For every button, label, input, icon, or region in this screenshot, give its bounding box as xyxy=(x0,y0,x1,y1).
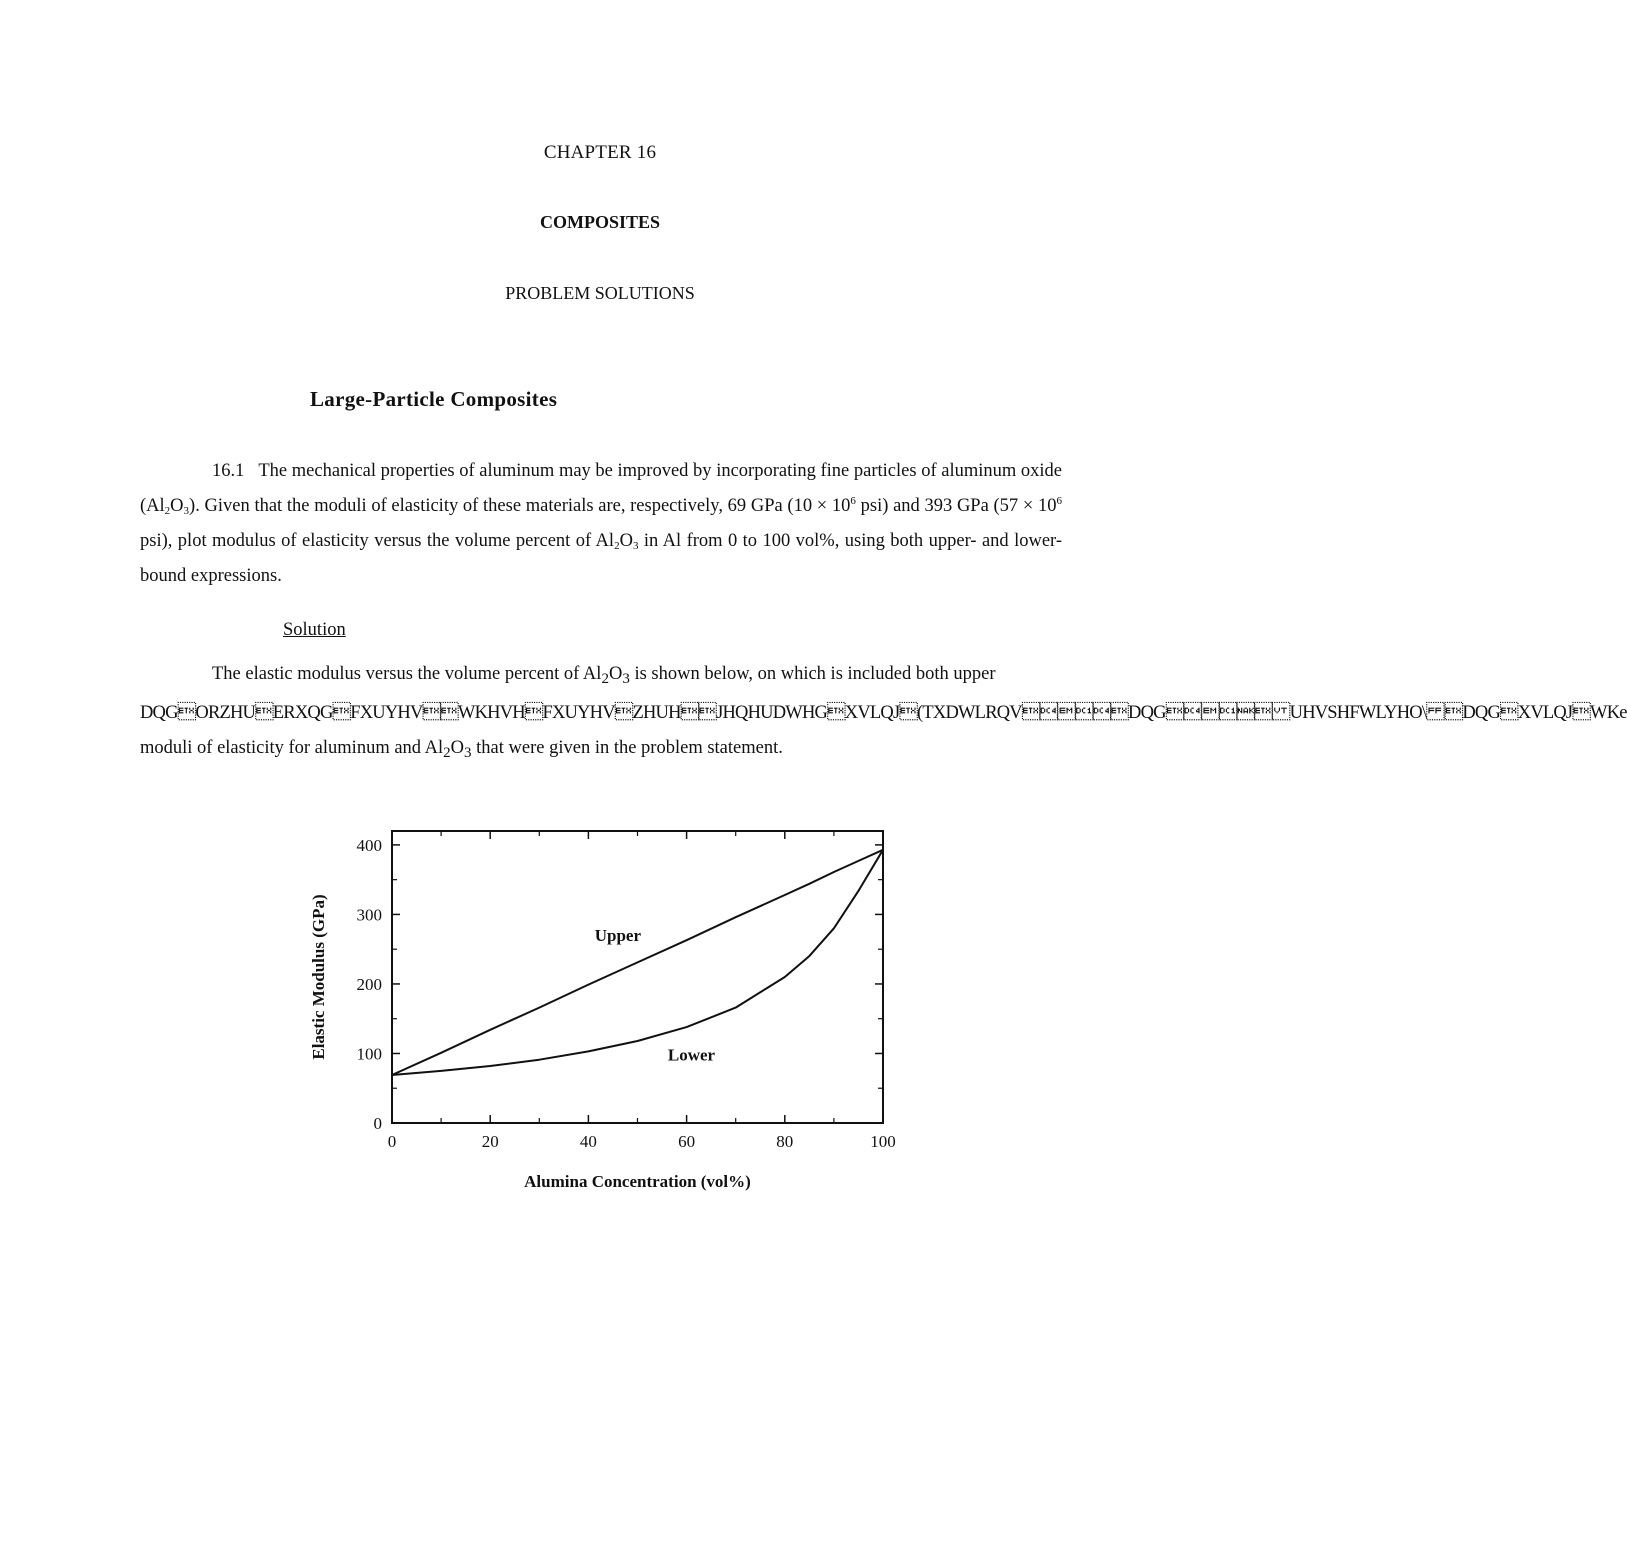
subscript-3: 3 xyxy=(183,505,190,517)
problem-statement xyxy=(140,454,1062,594)
oxygen-symbol: O xyxy=(170,496,184,516)
plot-frame xyxy=(392,831,883,1123)
y-tick-label: 100 xyxy=(356,1044,382,1064)
x-tick-label: 60 xyxy=(678,1132,696,1151)
solution-line-1 xyxy=(140,664,1062,685)
subscript-2: 2 xyxy=(614,540,620,552)
y-axis-label: Elastic Modulus (GPa) xyxy=(309,894,328,1060)
problem-text-d: psi), plot modulus of elasticity versus the volume percent of Al xyxy=(140,531,615,551)
problem-text-a: The mechanical properties of aluminum may be improved by incorporating fine particles of aluminum oxide (Al xyxy=(140,461,1062,516)
solution-line-2-garbled: DQGORZHUERXQGFXUYHVWKHVHFXUYHVZHUHJHQHUDWHGXVLQJ(TXDWLRQVDQG UHVSHFWLYHO\ DQGXVLQJWKe xyxy=(140,703,1627,723)
subscript-3: 3 xyxy=(622,671,630,687)
section-heading: Large-Particle Composites xyxy=(310,387,558,411)
problem-text-c: psi) and 393 GPa (57 × 10 xyxy=(855,496,1057,516)
y-tick-label: 300 xyxy=(356,905,382,925)
solution-line-3-b: that were given in the problem statement. xyxy=(471,738,783,758)
x-tick-label: 80 xyxy=(776,1132,794,1151)
chapter-subtitle: PROBLEM SOLUTIONS xyxy=(505,283,695,303)
elastic-modulus-chart xyxy=(290,815,920,1205)
x-tick-label: 0 xyxy=(387,1132,397,1151)
subscript-2: 2 xyxy=(601,671,609,687)
solution-line-3-a: moduli of elasticity for aluminum and Al xyxy=(140,738,444,758)
oxygen-symbol: O xyxy=(619,531,633,551)
superscript-6: 6 xyxy=(1056,495,1062,507)
y-tick-label: 200 xyxy=(356,974,382,994)
superscript-6: 6 xyxy=(850,495,856,507)
problem-number: 16.1 xyxy=(212,461,245,481)
solution-line-3 xyxy=(140,738,1062,759)
chapter-heading: CHAPTER 16 xyxy=(543,142,657,163)
oxygen-symbol: O xyxy=(450,738,465,758)
chapter-title: COMPOSITES xyxy=(539,212,661,232)
subscript-2: 2 xyxy=(164,505,171,517)
x-axis-label: Alumina Concentration (vol%) xyxy=(524,1172,751,1191)
solution-line-1-b: is shown below, on which is included both upper xyxy=(629,664,996,684)
x-tick-label: 20 xyxy=(481,1132,499,1151)
y-tick-label: 400 xyxy=(356,835,382,855)
solution-line-1-a: The elastic modulus versus the volume percent of Al xyxy=(212,664,602,684)
y-tick-label: 0 xyxy=(373,1114,382,1133)
subscript-3: 3 xyxy=(464,745,472,761)
problem-text-b: ). Given that the moduli of elasticity of these materials are, respectively, 69 GPa (10 × 10 xyxy=(189,496,851,516)
subscript-2: 2 xyxy=(443,745,451,761)
annotation-upper: Upper xyxy=(594,925,642,945)
subscript-3: 3 xyxy=(632,540,639,552)
problem-text-e: in Al from 0 to 100 vol%, using both upper- and lower-bound expressions. xyxy=(140,531,1062,586)
x-tick-label: 40 xyxy=(579,1132,597,1151)
x-tick-label: 100 xyxy=(870,1132,896,1151)
annotation-lower: Lower xyxy=(667,1045,716,1065)
oxygen-symbol: O xyxy=(608,664,623,684)
solution-label: Solution xyxy=(283,620,346,640)
